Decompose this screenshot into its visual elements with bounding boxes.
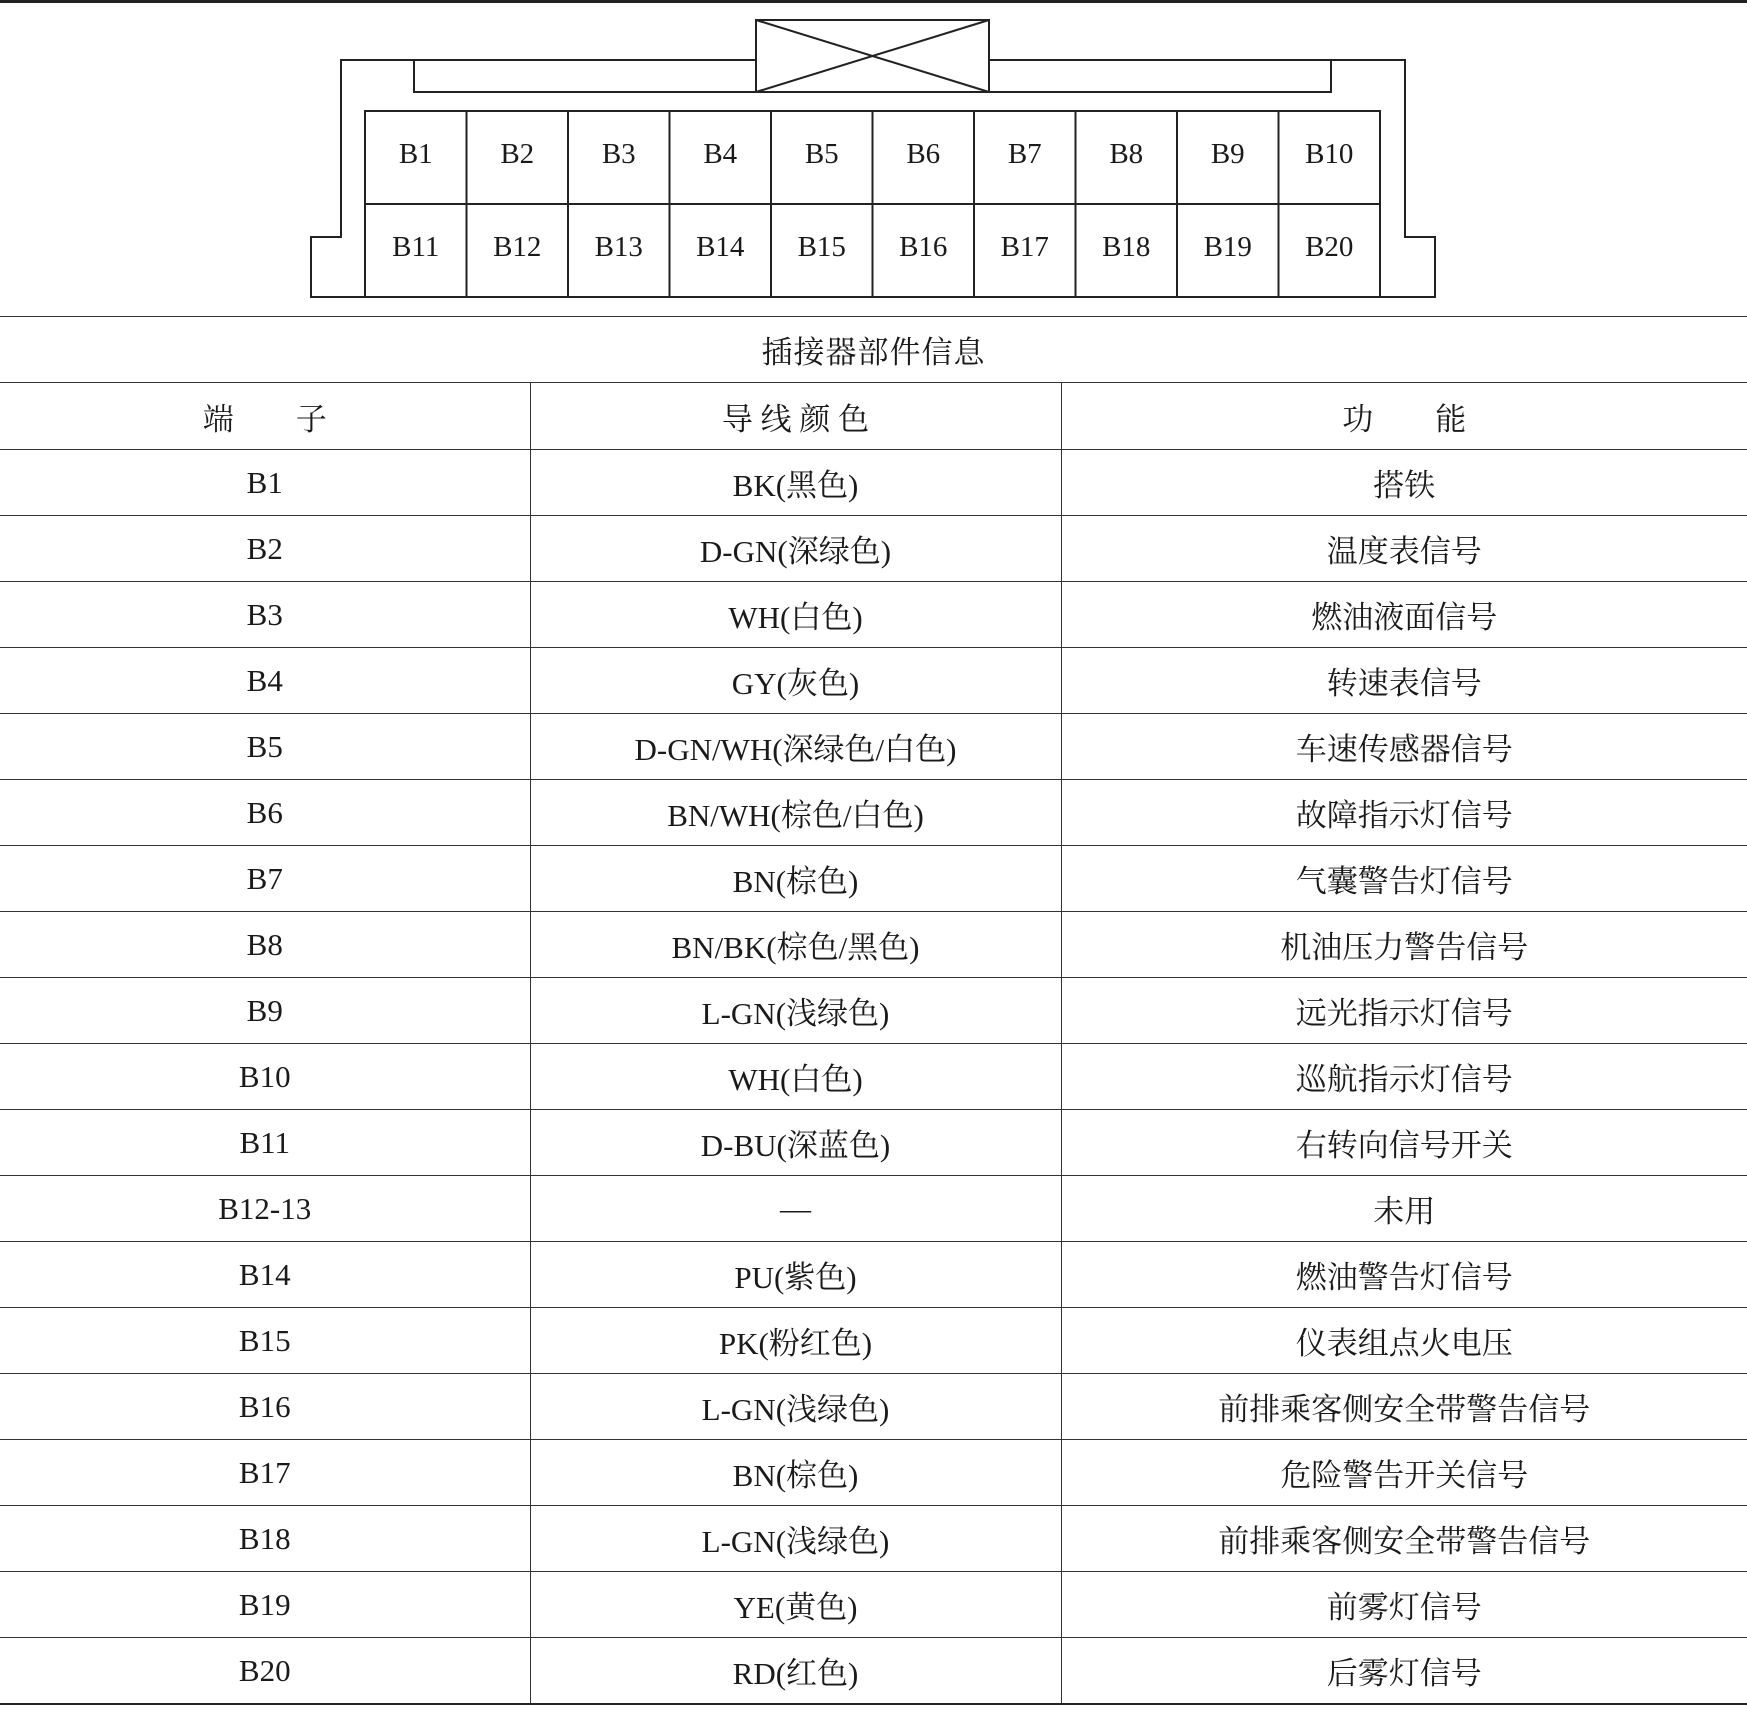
table-row	[0, 912, 1747, 978]
cell-wire-color: RD(红色)	[530, 1638, 1061, 1705]
pin-label: B2	[500, 138, 535, 170]
cell-wire-color: YE(黄色)	[530, 1572, 1061, 1638]
table-row	[0, 582, 1747, 648]
cell-wire-color: D-BU(深蓝色)	[530, 1110, 1061, 1176]
connector-diagram	[0, 0, 1747, 318]
cell-wire-color: PU(紫色)	[530, 1242, 1061, 1308]
pin-label: B9	[1210, 138, 1245, 170]
cell-terminal: B11	[0, 1110, 530, 1176]
pin-label: B6	[906, 138, 941, 170]
table-body	[0, 450, 1747, 1705]
cell-terminal: B8	[0, 912, 530, 978]
cell-terminal: B15	[0, 1308, 530, 1374]
cell-wire-color: D-GN/WH(深绿色/白色)	[530, 714, 1061, 780]
table-row	[0, 1440, 1747, 1506]
table-row	[0, 1110, 1747, 1176]
cell-terminal: B1	[0, 450, 530, 516]
pin-label: B5	[804, 138, 839, 170]
table-row	[0, 516, 1747, 582]
cell-terminal: B6	[0, 780, 530, 846]
cell-function: 远光指示灯信号	[1061, 978, 1747, 1044]
cell-terminal: B9	[0, 978, 530, 1044]
table-row	[0, 714, 1747, 780]
cell-wire-color: L-GN(浅绿色)	[530, 1506, 1061, 1572]
cell-wire-color: BK(黑色)	[530, 450, 1061, 516]
cell-terminal: B19	[0, 1572, 530, 1638]
pin-label: B16	[899, 231, 948, 263]
cell-function: 后雾灯信号	[1061, 1638, 1747, 1705]
pin-label: B20	[1305, 231, 1354, 263]
header-terminal: 端 子	[0, 383, 530, 450]
header-wire-color: 导 线 颜 色	[530, 383, 1061, 450]
pin-label: B17	[1000, 231, 1049, 263]
pin-label: B1	[398, 138, 433, 170]
pin-label: B7	[1007, 138, 1042, 170]
cell-wire-color: BN/BK(棕色/黑色)	[530, 912, 1061, 978]
table-row	[0, 1176, 1747, 1242]
cell-terminal: B3	[0, 582, 530, 648]
pin-label: B4	[703, 138, 738, 170]
cell-function: 前雾灯信号	[1061, 1572, 1747, 1638]
cell-terminal: B18	[0, 1506, 530, 1572]
cell-function: 燃油警告灯信号	[1061, 1242, 1747, 1308]
cell-function: 右转向信号开关	[1061, 1110, 1747, 1176]
connector-info-table	[0, 316, 1747, 1705]
cell-function: 前排乘客侧安全带警告信号	[1061, 1374, 1747, 1440]
table-title-row	[0, 317, 1747, 383]
cell-terminal: B2	[0, 516, 530, 582]
cell-terminal: B17	[0, 1440, 530, 1506]
cell-function: 搭铁	[1061, 450, 1747, 516]
cell-terminal: B20	[0, 1638, 530, 1705]
cell-terminal: B16	[0, 1374, 530, 1440]
cell-function: 仪表组点火电压	[1061, 1308, 1747, 1374]
connector-drawing	[0, 0, 1747, 318]
cell-function: 气囊警告灯信号	[1061, 846, 1747, 912]
table-row	[0, 1308, 1747, 1374]
cell-function: 巡航指示灯信号	[1061, 1044, 1747, 1110]
cell-terminal: B5	[0, 714, 530, 780]
pin-label: B15	[797, 231, 846, 263]
cell-wire-color: PK(粉红色)	[530, 1308, 1061, 1374]
pin-label: B10	[1305, 138, 1354, 170]
pin-label: B11	[392, 231, 440, 263]
cell-function: 前排乘客侧安全带警告信号	[1061, 1506, 1747, 1572]
cell-function: 危险警告开关信号	[1061, 1440, 1747, 1506]
cell-wire-color: BN(棕色)	[530, 1440, 1061, 1506]
pin-label: B14	[696, 231, 745, 263]
table-row	[0, 1242, 1747, 1308]
pin-label: B3	[601, 138, 636, 170]
table-row	[0, 1044, 1747, 1110]
cell-function: 未用	[1061, 1176, 1747, 1242]
cell-function: 机油压力警告信号	[1061, 912, 1747, 978]
header-function: 功 能	[1061, 383, 1747, 450]
table-row	[0, 846, 1747, 912]
cell-terminal: B12-13	[0, 1176, 530, 1242]
cell-wire-color: —	[530, 1176, 1061, 1242]
pin-label: B8	[1109, 138, 1144, 170]
cell-function: 温度表信号	[1061, 516, 1747, 582]
pin-label: B18	[1102, 231, 1151, 263]
cell-wire-color: WH(白色)	[530, 1044, 1061, 1110]
pin-label: B19	[1203, 231, 1252, 263]
cell-wire-color: BN/WH(棕色/白色)	[530, 780, 1061, 846]
table-row	[0, 1638, 1747, 1705]
table-row	[0, 780, 1747, 846]
cell-wire-color: D-GN(深绿色)	[530, 516, 1061, 582]
pin-label: B12	[493, 231, 542, 263]
cell-terminal: B4	[0, 648, 530, 714]
cell-wire-color: BN(棕色)	[530, 846, 1061, 912]
cell-function: 燃油液面信号	[1061, 582, 1747, 648]
cell-wire-color: L-GN(浅绿色)	[530, 978, 1061, 1044]
table-row	[0, 978, 1747, 1044]
cell-terminal: B14	[0, 1242, 530, 1308]
table-header-row	[0, 383, 1747, 450]
cell-function: 车速传感器信号	[1061, 714, 1747, 780]
table-row	[0, 648, 1747, 714]
cell-function: 故障指示灯信号	[1061, 780, 1747, 846]
table-row	[0, 1374, 1747, 1440]
table-title: 插接器部件信息	[0, 317, 1747, 383]
cell-wire-color: L-GN(浅绿色)	[530, 1374, 1061, 1440]
cell-terminal: B10	[0, 1044, 530, 1110]
table-row	[0, 450, 1747, 516]
cell-function: 转速表信号	[1061, 648, 1747, 714]
pin-label: B13	[594, 231, 643, 263]
table-row	[0, 1572, 1747, 1638]
cell-terminal: B7	[0, 846, 530, 912]
cell-wire-color: WH(白色)	[530, 582, 1061, 648]
table-row	[0, 1506, 1747, 1572]
cell-wire-color: GY(灰色)	[530, 648, 1061, 714]
